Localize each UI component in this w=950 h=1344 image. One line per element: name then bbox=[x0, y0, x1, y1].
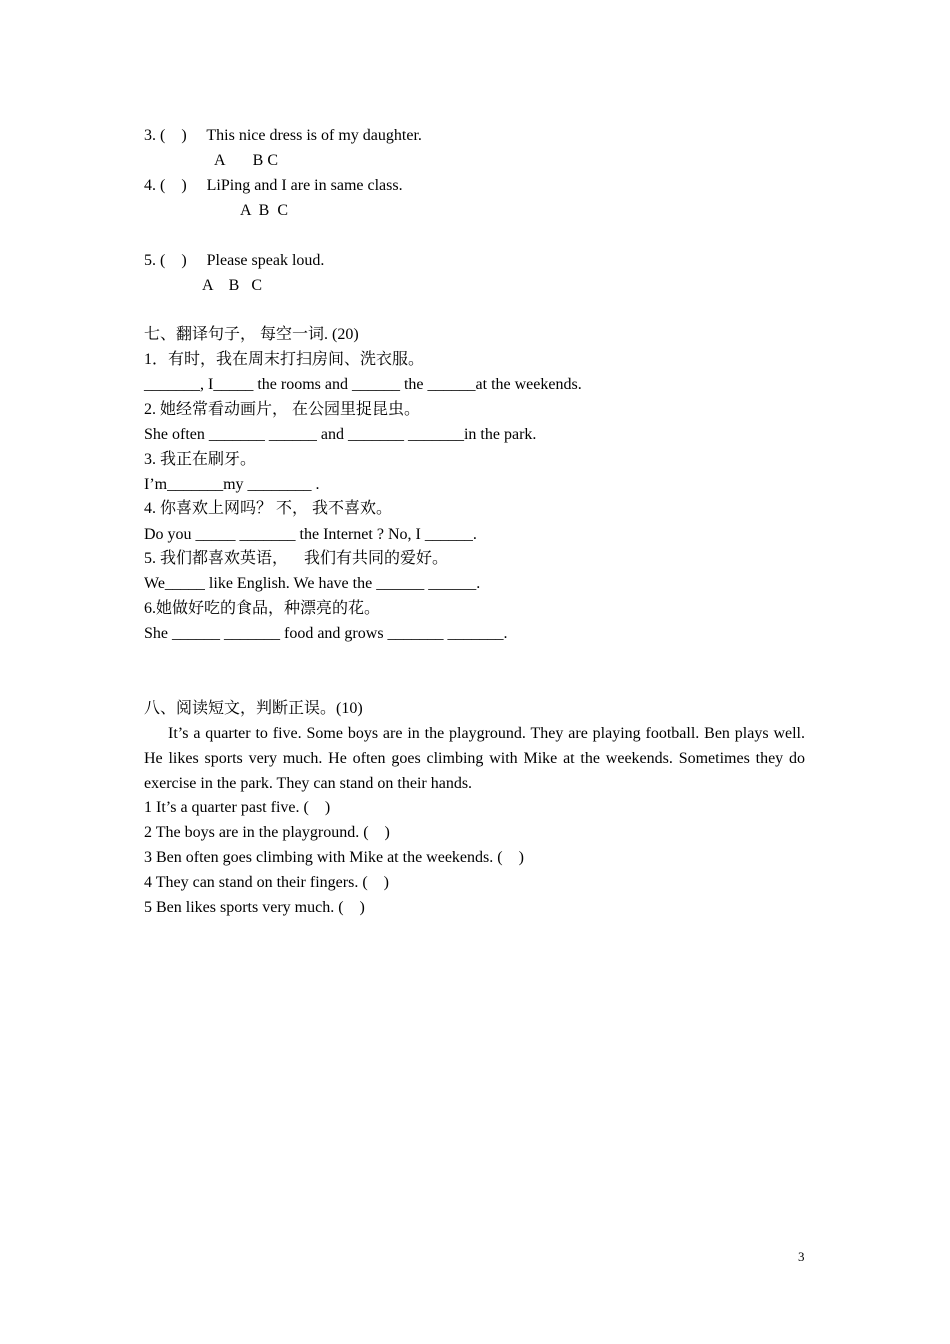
section-8-heading: 八、阅读短文，判断正误。(10) bbox=[144, 700, 363, 717]
reading-question-5: 5 Ben likes sports very much. ( ) bbox=[144, 899, 365, 916]
translation-2-chinese: 2. 她经常看动画片， 在公园里捉昆虫。 bbox=[144, 401, 421, 418]
reading-question-1: 1 It’s a quarter past five. ( ) bbox=[144, 799, 331, 816]
translation-6-chinese: 6.她做好吃的食品，种漂亮的花。 bbox=[144, 600, 381, 617]
error-item-4: 4. ( ) LiPing and I are in same class. bbox=[144, 177, 403, 194]
reading-passage: It’s a quarter to five. Some boys are in the playground. They are playing football. Ben plays well. He likes sports very much. He often goes climbing with Mike at the weekends. Sometimes they do exercise in the park. They can stand on their hands. bbox=[144, 725, 805, 792]
translation-4-english: Do you _____ _______ the Internet ? No, I ______. bbox=[144, 526, 477, 543]
reading-question-2: 2 The boys are in the playground. ( ) bbox=[144, 824, 390, 841]
translation-2-english: She often _______ ______ and _______ _______in the park. bbox=[144, 426, 537, 443]
translation-6-english: She ______ _______ food and grows _______ _______. bbox=[144, 625, 508, 642]
error-item-5-options: A B C bbox=[202, 277, 263, 294]
error-item-5: 5. ( ) Please speak loud. bbox=[144, 252, 325, 269]
translation-1-chinese: 1．有时，我在周末打扫房间、洗衣服。 bbox=[144, 351, 425, 368]
reading-question-4: 4 They can stand on their fingers. ( ) bbox=[144, 874, 389, 891]
error-item-3: 3. ( ) This nice dress is of my daughter. bbox=[144, 127, 422, 144]
translation-5-english: We_____ like English. We have the ______ ______. bbox=[144, 575, 481, 592]
reading-question-3: 3 Ben often goes climbing with Mike at the weekends. ( ) bbox=[144, 849, 524, 866]
section-7-heading: 七、翻译句子， 每空一词. (20) bbox=[144, 326, 359, 343]
translation-3-english: I’m_______my ________ . bbox=[144, 476, 320, 493]
error-item-3-options: A B C bbox=[214, 152, 279, 169]
translation-5-chinese: 5. 我们都喜欢英语， 我们有共同的爱好。 bbox=[144, 550, 449, 567]
translation-3-chinese: 3. 我正在刷牙。 bbox=[144, 451, 257, 468]
translation-4-chinese: 4. 你喜欢上网吗？ 不， 我不喜欢。 bbox=[144, 500, 393, 517]
translation-1-english: _______, I_____ the rooms and ______ the ______at the weekends. bbox=[144, 376, 582, 393]
page-number: 3 bbox=[798, 1249, 805, 1264]
error-item-4-options: A B C bbox=[240, 202, 289, 219]
